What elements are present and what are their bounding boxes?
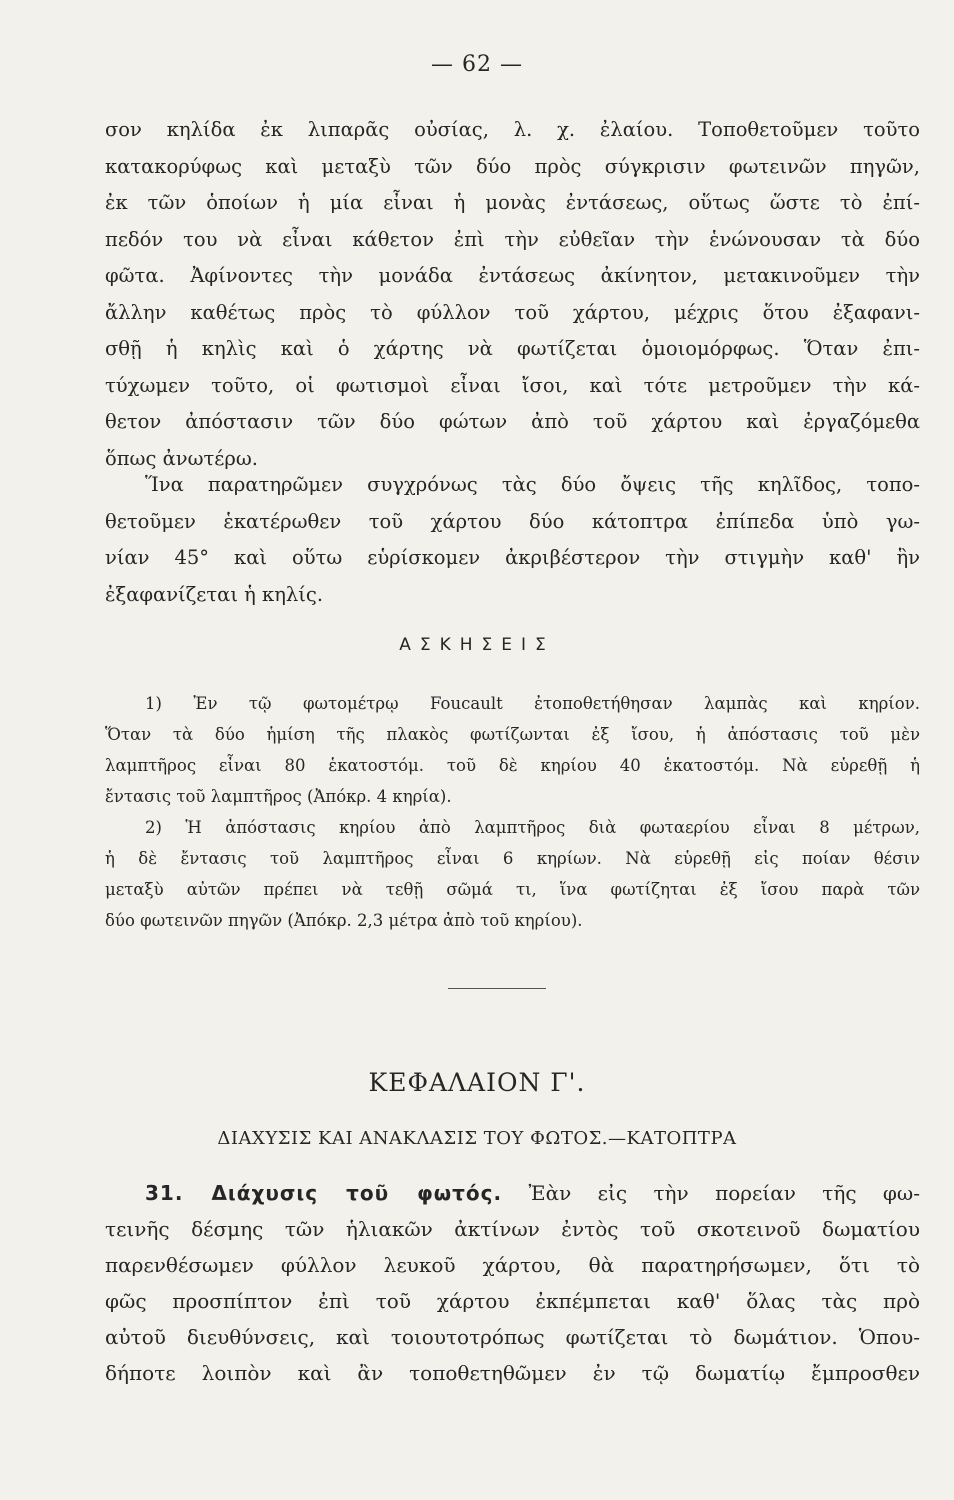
section-first-line [105,1175,920,1211]
text-line: δύο φωτεινῶν πηγῶν (Ἀπόκρ. 2,3 μέτρα ἀπὸ τοῦ κηρίου). [105,911,583,930]
text-line: ἡ δὲ ἔντασις τοῦ λαμπτῆρος εἶναι 6 κηρίων. Νὰ εὑρεθῇ εἰς ποίαν θέσιν [105,849,920,868]
text-line: ἄλλην καθέτως πρὸς τὸ φύλλον τοῦ χάρτου, μέχρις ὅτου ἐξαφανι- [105,300,920,324]
text-line: ἔντασις τοῦ λαμπτῆρος (Ἀπόκρ. 4 κηρία). [105,787,452,806]
text-line: δήποτε λοιπὸν καὶ ἂν τοποθετηθῶμεν ἐν τῷ δωματίῳ ἔμπροσθεν [105,1361,920,1385]
text-line: τύχωμεν τοῦτο, οἱ φωτισμοὶ εἶναι ἴσοι, καὶ τότε μετροῦμεν τὴν κά- [105,373,920,397]
text-line: Ἵνα παρατηρῶμεν συγχρόνως τὰς δύο ὄψεις τῆς κηλῖδος, τοπο- [145,473,920,496]
text-line: αὐτοῦ διευθύνσεις, καὶ τοιουτοτρόπως φωτίζεται τὸ δωμάτιον. Ὁπου- [105,1325,920,1349]
text-line: Ἐὰν εἰς τὴν πορείαν τῆς φω- [528,1181,920,1205]
text-line: 1) Ἐν τῷ φωτομέτρῳ Foucault ἐτοποθετήθησαν λαμπὰς καὶ κηρίον. [145,694,920,713]
text-line: μεταξὺ αὐτῶν πρέπει νὰ τεθῇ σῶμά τι, ἵνα φωτίζηται ἐξ ἴσου παρὰ τῶν [105,880,920,899]
text-line: φῶτα. Ἀφίνοντες τὴν μονάδα ἐντάσεως ἀκίνητον, μετακινοῦμεν τὴν [105,264,920,287]
text-line: νίαν 45° καὶ οὕτω εὑρίσκομεν ἀκριβέστερον τὴν στιγμὴν καθ' ἣν [105,546,920,569]
divider-rule [448,988,546,989]
section-31 [105,1175,920,1391]
text-line: τεινῆς δέσμης τῶν ἡλιακῶν ἀκτίνων ἐντὸς τοῦ σκοτεινοῦ δωματίου [105,1217,920,1241]
chapter-title: ΚΕΦΑΛΑΙΟΝ Γ'. [368,1068,586,1097]
text-line: σθῇ ἡ κηλὶς καὶ ὁ χάρτης νὰ φωτίζεται ὁμοιομόρφως. Ὅταν ἐπι- [105,337,920,360]
text-line: ἐξαφανίζεται ἡ κηλίς. [105,582,324,606]
text-line: κατακορύφως καὶ μεταξὺ τῶν δύο πρὸς σύγκρισιν φωτεινῶν πηγῶν, [105,154,920,178]
text-line: παρενθέσωμεν φύλλον λευκοῦ χάρτου, θὰ παρατηρήσωμεν, ὅτι τὸ [105,1253,920,1277]
text-line: φῶς προσπίπτον ἐπὶ τοῦ χάρτου ἐκπέμπεται καθ' ὅλας τὰς πρὸ [105,1289,920,1313]
text-line: θετον ἀπόστασιν τῶν δύο φώτων ἀπὸ τοῦ χάρτου καὶ ἐργαζόμεθα [105,410,920,433]
chapter-subtitle: ΔΙΑΧΥΣΙΣ ΚΑΙ ΑΝΑΚΛΑΣΙΣ ΤΟΥ ΦΩΤΟΣ.—ΚΑΤΟΠΤΡΑ [217,1128,737,1149]
paragraph-1 [105,112,920,477]
text-line: Ὅταν τὰ δύο ἡμίση τῆς πλακὸς φωτίζωνται ἐξ ἴσου, ἡ ἀπόστασις τοῦ μὲν [105,725,920,744]
text-line: σον κηλίδα ἐκ λιπαρᾶς οὐσίας, λ. χ. ἐλαίου. Τοποθετοῦμεν τοῦτο [105,118,920,141]
page-number: — 62 — [431,52,523,77]
text-line: πεδόν του νὰ εἶναι κάθετον ἐπὶ τὴν εὐθεῖαν τὴν ἑνώνουσαν τὰ δύο [105,227,920,251]
text-line: ἐκ τῶν ὁποίων ἡ μία εἶναι ἡ μονὰς ἐντάσεως, οὕτως ὥστε τὸ ἐπί- [105,191,920,214]
exercise-2 [105,812,920,936]
exercises-heading: ΑΣΚΗΣΕΙΣ [399,635,555,655]
text-line: 2) Ἡ ἀπόστασις κηρίου ἀπὸ λαμπτῆρος διὰ φωταερίου εἶναι 8 μέτρων, [145,818,920,837]
section-heading: 31. Διάχυσις τοῦ φωτός. [145,1181,503,1205]
text-line: ὅπως ἀνωτέρω. [105,446,258,470]
text-line: λαμπτῆρος εἶναι 80 ἑκατοστόμ. τοῦ δὲ κηρίου 40 ἑκατοστόμ. Νὰ εὑρεθῇ ἡ [105,756,920,775]
paragraph-2 [105,467,920,613]
text-line: θετοῦμεν ἑκατέρωθεν τοῦ χάρτου δύο κάτοπτρα ἐπίπεδα ὑπὸ γω- [105,509,920,533]
exercise-1 [105,688,920,812]
